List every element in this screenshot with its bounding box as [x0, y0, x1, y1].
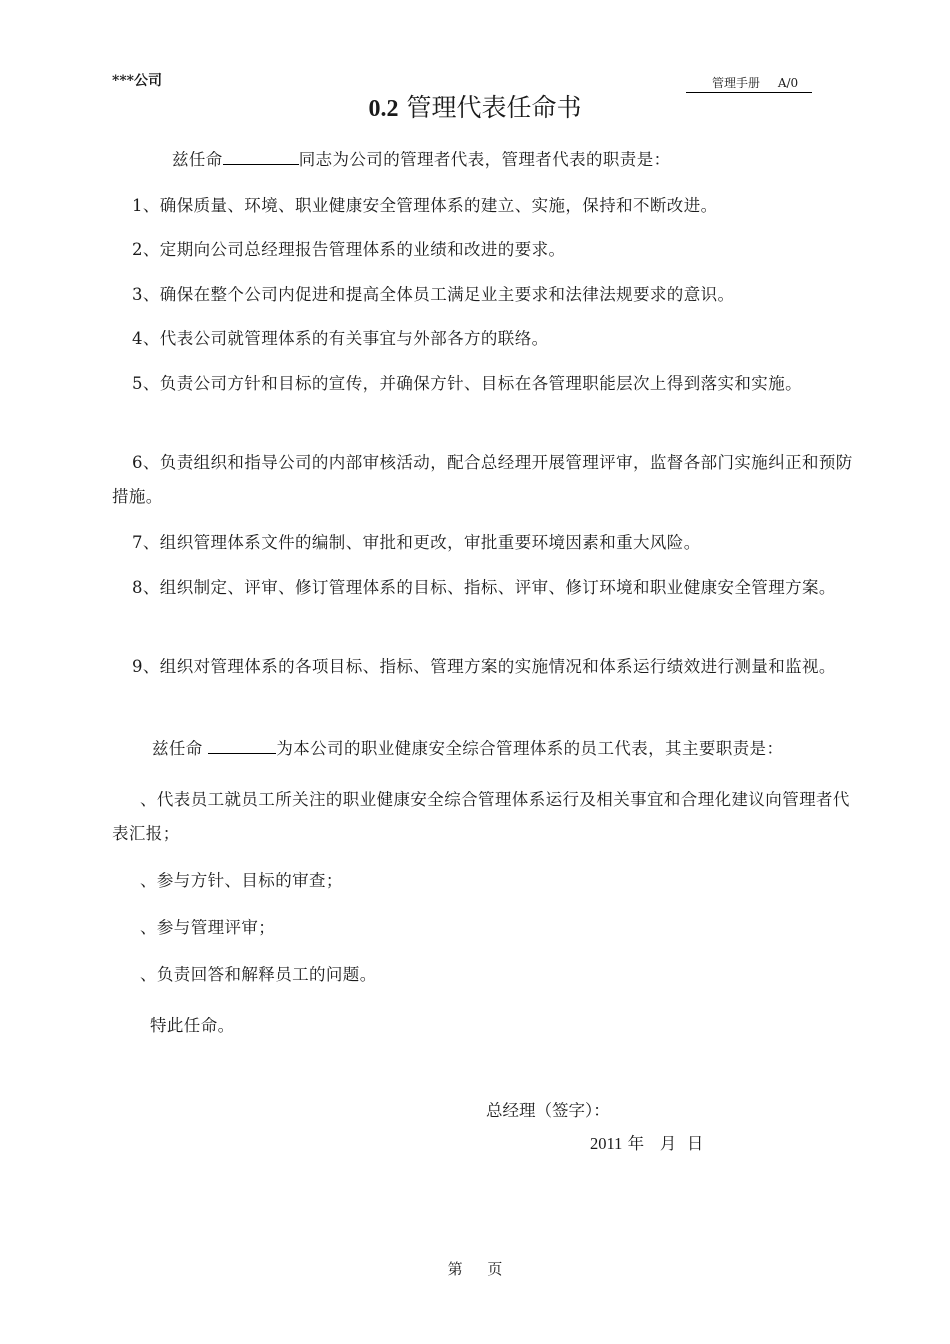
duty-1: 1、确保质量、环境、职业健康安全管理体系的建立、实施，保持和不断改进。 — [132, 196, 718, 215]
signature-label: 总经理（签字）： — [486, 1101, 610, 1120]
employee-duty-1: 、代表员工就员工所关注的职业健康安全综合管理体系运行及相关事宜和合理化建议向管理者代表汇报； — [112, 790, 850, 843]
appointment2-suffix: 为本公司的职业健康安全综合管理体系的员工代表，其主要职责是： — [276, 739, 784, 758]
date-month: 月 — [659, 1134, 677, 1153]
page-prefix: 第 — [447, 1260, 463, 1278]
date-year-unit: 年 — [627, 1134, 645, 1153]
appointment-prefix: 兹任命 — [172, 150, 223, 169]
name-blank — [223, 148, 299, 166]
appointment2-prefix: 兹任命 — [152, 739, 203, 758]
title-number: 0.2 — [368, 96, 399, 122]
page-suffix: 页 — [487, 1260, 503, 1278]
duty-8: 8、组织制定、评审、修订管理体系的目标、指标、评审、修订环境和职业健康安全管理方案。 — [132, 578, 836, 597]
page-title — [0, 88, 950, 124]
signature-date — [590, 1130, 703, 1154]
date-day: 日 — [686, 1134, 704, 1153]
appointment-suffix: 同志为公司的管理者代表，管理者代表的职责是： — [298, 150, 671, 169]
title-text: 管理代表任命书 — [406, 93, 582, 122]
employee-duty-2: 、参与方针、目标的审查； — [140, 871, 343, 890]
duty-5: 5、负责公司方针和目标的宣传，并确保方针、目标在各管理职能层次上得到落实和实施。 — [132, 374, 802, 393]
company-name: ***公司 — [112, 73, 162, 89]
duty-2: 2、定期向公司总经理报告管理体系的业绩和改进的要求。 — [132, 240, 566, 259]
duty-7: 7、组织管理体系文件的编制、审批和更改，审批重要环境因素和重大风险。 — [132, 533, 701, 552]
duty-3: 3、确保在整个公司内促进和提高全体员工满足业主要求和法律法规要求的意识。 — [132, 285, 735, 304]
manual-label: 管理手册 — [712, 76, 761, 90]
appointment-manager — [112, 143, 860, 177]
appointment-employee — [112, 732, 860, 766]
employee-duty-4: 、负责回答和解释员工的问题。 — [140, 965, 377, 984]
duty-4: 4、代表公司就管理体系的有关事宜与外部各方的联络。 — [132, 329, 549, 348]
page-footer — [0, 1258, 950, 1279]
date-year: 2011 — [590, 1134, 623, 1153]
duty-9: 9、组织对管理体系的各项目标、指标、管理方案的实施情况和体系运行绩效进行测量和监视。 — [132, 657, 836, 676]
closing-text: 特此任命。 — [150, 1016, 235, 1035]
employee-duty-3: 、参与管理评审； — [140, 918, 276, 937]
version-label: A/0 — [777, 76, 799, 90]
duty-6: 6、负责组织和指导公司的内部审核活动，配合总经理开展管理评审，监督各部门实施纠正和预防措施。 — [112, 453, 853, 506]
name-blank-2 — [208, 737, 276, 755]
